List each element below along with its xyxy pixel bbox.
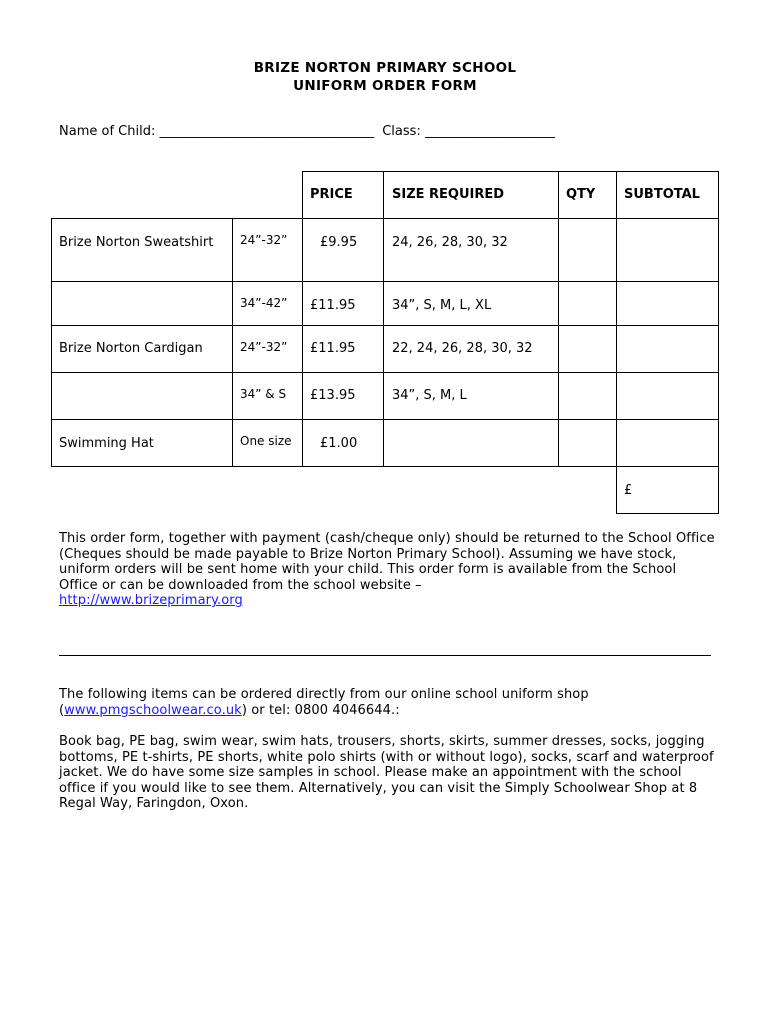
form-title: UNIFORM ORDER FORM — [293, 78, 477, 94]
size-options: 34”, S, M, L, XL — [392, 298, 492, 313]
subtotal-input[interactable] — [617, 219, 718, 281]
table-rule — [302, 171, 303, 467]
school-name: BRIZE NORTON PRIMARY SCHOOL — [253, 60, 517, 76]
table-rule — [383, 171, 384, 467]
item-name: Brize Norton Cardigan — [59, 341, 203, 356]
uniform-shop-link[interactable]: www.pmgschoolwear.co.uk — [64, 702, 242, 718]
online-shop-intro — [59, 687, 719, 718]
size-range: One size — [240, 434, 292, 448]
school-website-link[interactable]: http://www.brizeprimary.org — [59, 593, 243, 608]
size-range: 24”-32” — [240, 340, 288, 354]
table-rule — [718, 171, 719, 514]
table-rule — [616, 513, 719, 514]
divider — [59, 655, 711, 656]
qty-input[interactable] — [559, 326, 616, 372]
table-rule — [302, 171, 719, 172]
header-subtotal: SUBTOTAL — [624, 187, 700, 202]
qty-input[interactable] — [559, 420, 616, 466]
header-price: PRICE — [310, 187, 353, 202]
header-qty: QTY — [566, 187, 596, 202]
qty-input[interactable] — [559, 219, 616, 281]
item-price: £11.95 — [310, 298, 356, 313]
subtotal-input[interactable] — [617, 326, 718, 372]
size-options: 24, 26, 28, 30, 32 — [392, 235, 508, 250]
item-price: £13.95 — [310, 388, 356, 403]
name-class-line — [59, 124, 555, 139]
subtotal-input[interactable] — [617, 420, 718, 466]
subtotal-input[interactable] — [617, 282, 718, 325]
return-instructions — [59, 531, 719, 609]
size-options: 22, 24, 26, 28, 30, 32 — [392, 341, 533, 356]
item-price: £9.95 — [320, 235, 358, 250]
item-name: Swimming Hat — [59, 436, 154, 451]
size-range: 34” & S — [240, 387, 287, 401]
online-shop-items: Book bag, PE bag, swim wear, swim hats, trousers, shorts, skirts, summer dresses, socks, jogging bottoms, PE t-shirts, PE shorts, white polo shirts (with or without logo), socks, scarf and waterproof jacket. We do have some size samples in school. Please make an appointment with the school office if you would like to see them. Alternatively, you can visit the Simply Schoolwear Shop at 8 Regal Way, Faringdon, Oxon. — [59, 734, 714, 811]
subtotal-input[interactable] — [617, 373, 718, 419]
class-field[interactable]: ____________________ — [424, 124, 555, 139]
size-options: 34”, S, M, L — [392, 388, 467, 403]
name-label: Name of Child: — [59, 124, 156, 139]
item-name: Brize Norton Sweatshirt — [59, 235, 214, 250]
table-rule — [51, 218, 52, 467]
size-range: 34”-42” — [240, 296, 288, 310]
table-rule — [51, 466, 719, 467]
item-price: £11.95 — [310, 341, 356, 356]
name-field[interactable]: _________________________________ — [159, 124, 374, 139]
total-field[interactable]: £ — [624, 483, 633, 498]
header-size-required: SIZE REQUIRED — [392, 187, 505, 202]
return-instructions-text: This order form, together with payment (cash/cheque only) should be returned to the School Office (Cheques should be made payable to Brize Norton Primary School). Assuming we have stock, uniform orders will be sent home with your child. This order form is available from the School Office or can be downloaded from the school website – — [59, 531, 715, 593]
online-shop-phone: ) or tel: 0800 4046644.: — [241, 702, 400, 718]
qty-input[interactable] — [559, 373, 616, 419]
size-range: 24”-32” — [240, 233, 288, 247]
class-label: Class: — [382, 124, 421, 139]
qty-input[interactable] — [559, 282, 616, 325]
table-rule — [232, 218, 233, 467]
item-price: £1.00 — [320, 436, 358, 451]
online-shop-intro-text: The following items can be ordered directly from our online school uniform shop ( — [59, 687, 589, 718]
